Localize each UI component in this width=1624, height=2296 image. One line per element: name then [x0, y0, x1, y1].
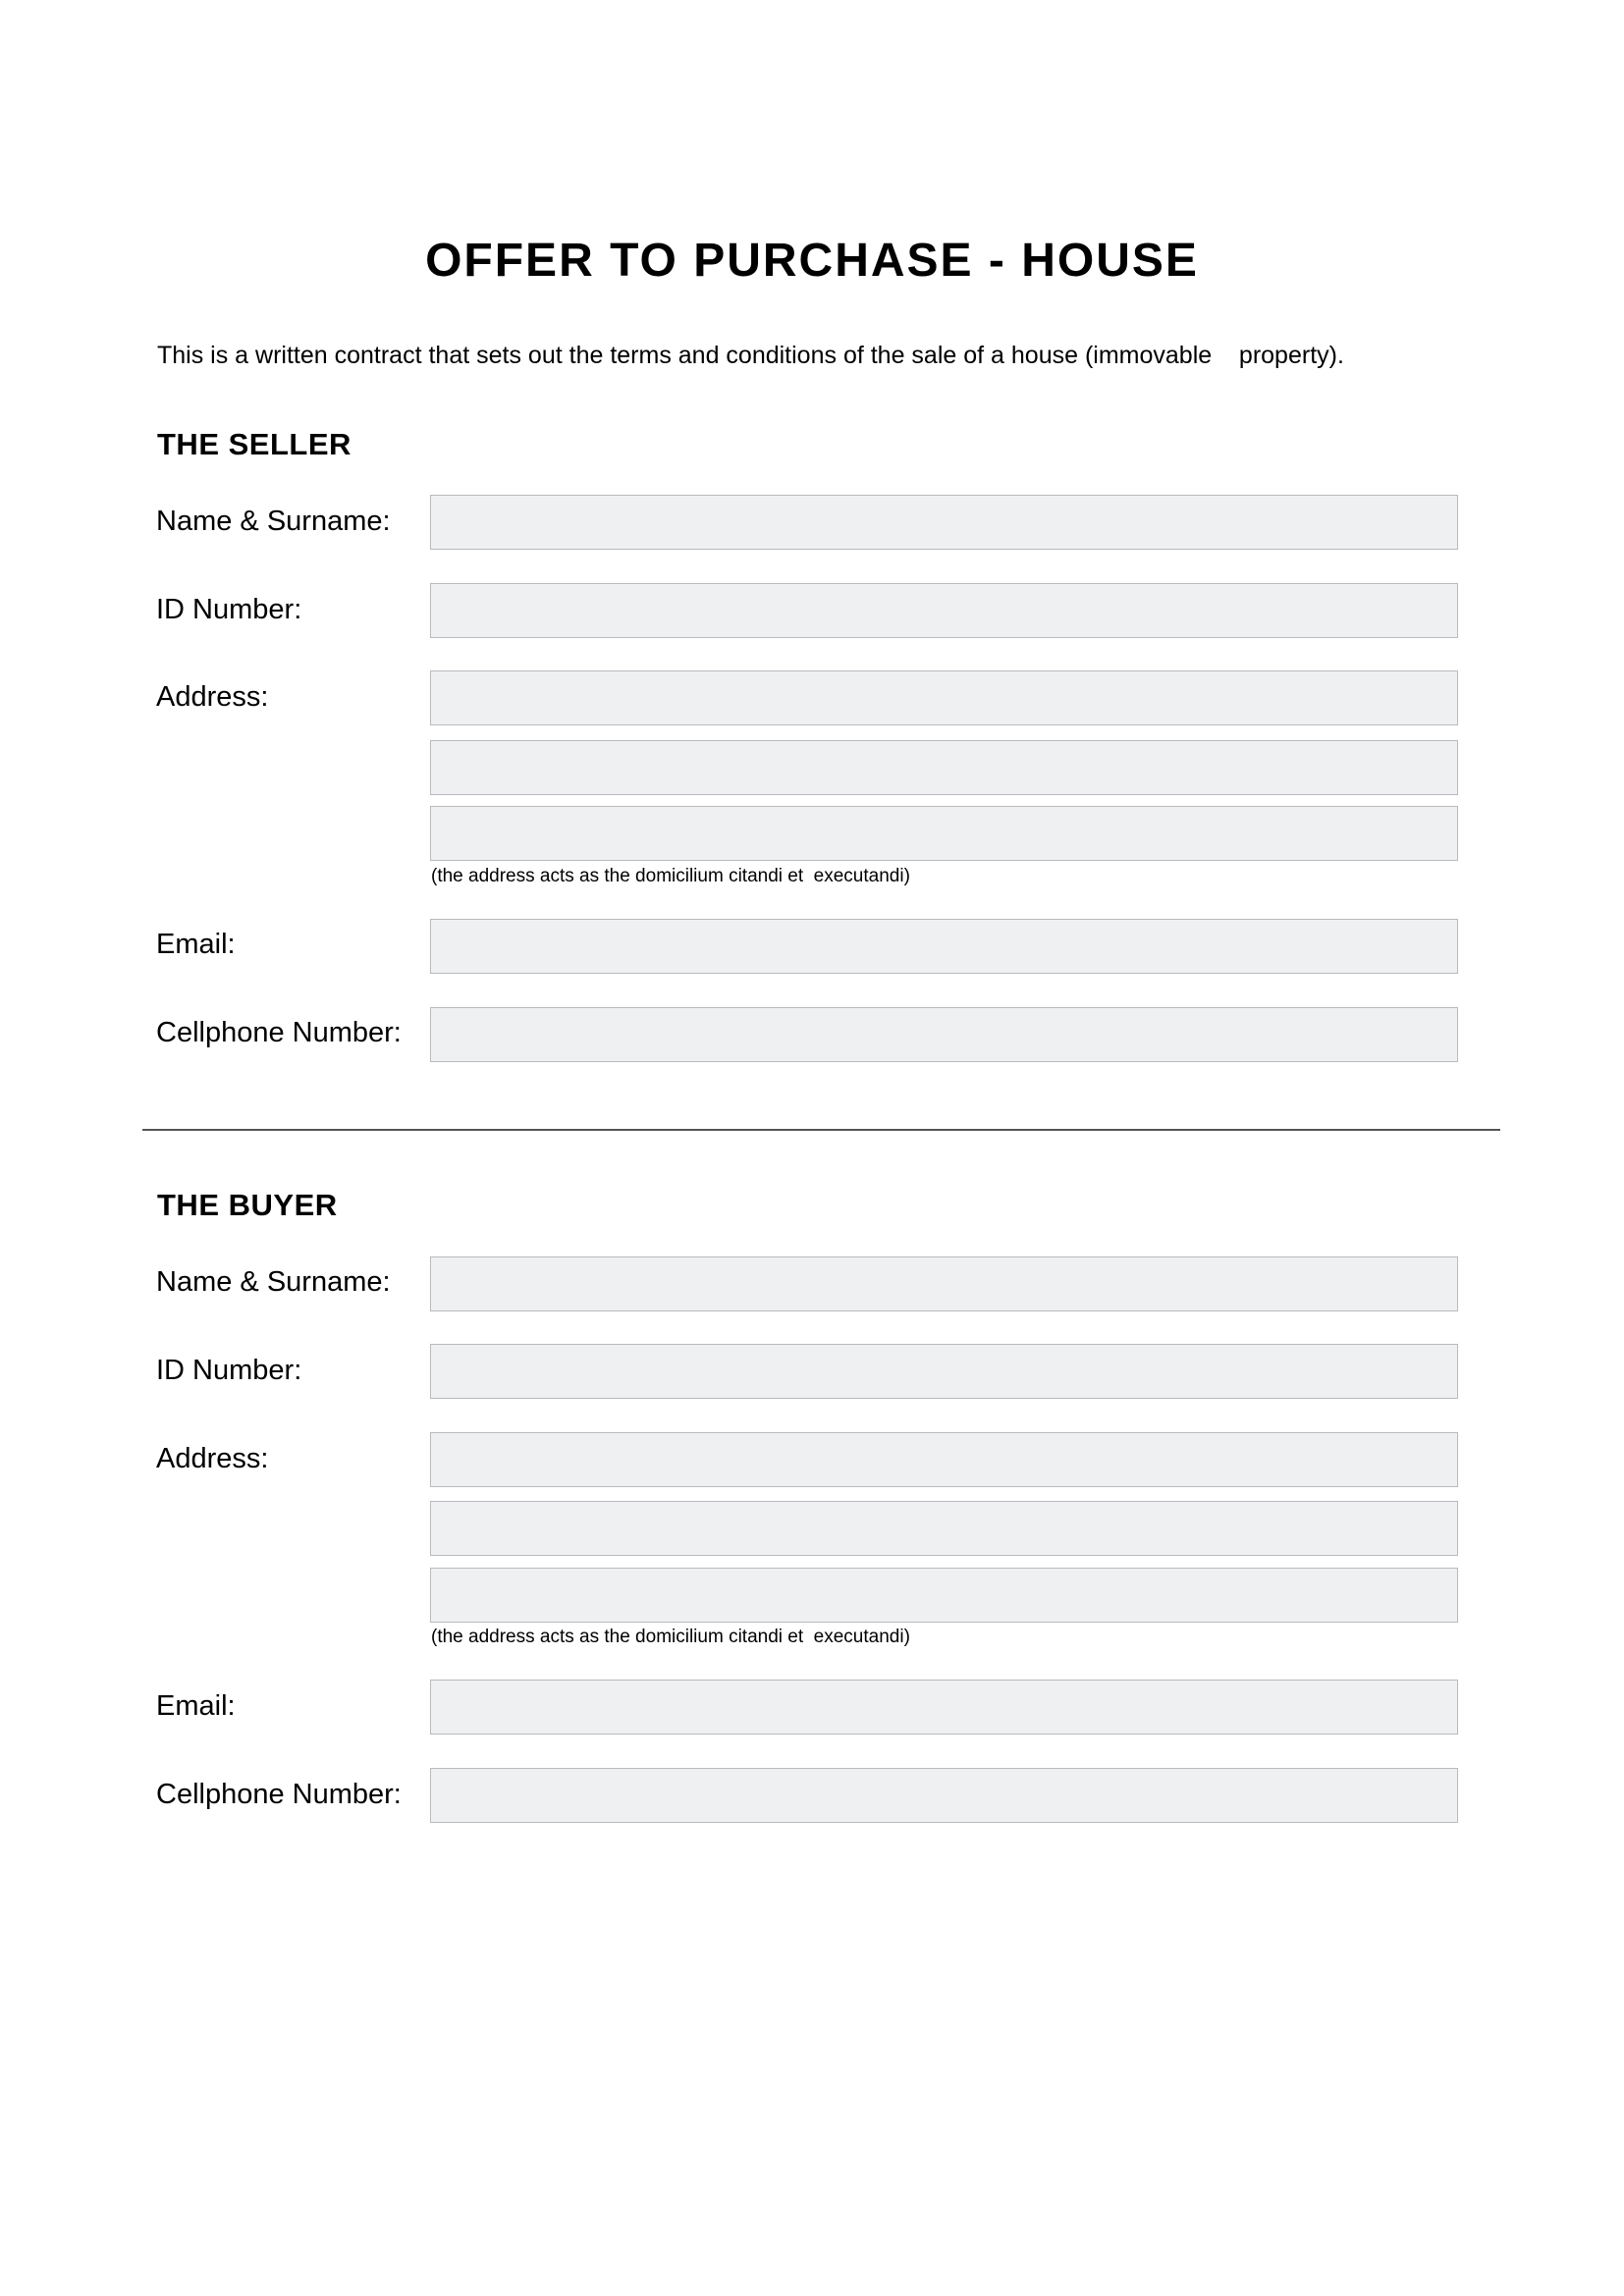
buyer-name-field[interactable]	[430, 1256, 1458, 1311]
buyer-address-note: (the address acts as the domicilium citandi et executandi)	[431, 1627, 910, 1647]
buyer-name-label: Name & Surname:	[156, 1266, 391, 1298]
seller-address-line1-field[interactable]	[430, 670, 1458, 725]
seller-address-line2-field[interactable]	[430, 740, 1458, 795]
seller-address-label: Address:	[156, 681, 269, 713]
seller-address-note: (the address acts as the domicilium citandi et executandi)	[431, 866, 910, 886]
seller-id-field[interactable]	[430, 583, 1458, 638]
buyer-cellphone-field[interactable]	[430, 1768, 1458, 1823]
seller-name-label: Name & Surname:	[156, 506, 391, 537]
document-title: OFFER TO PURCHASE - HOUSE	[425, 235, 1199, 287]
seller-email-label: Email:	[156, 929, 236, 960]
buyer-heading: THE BUYER	[157, 1188, 338, 1222]
buyer-email-field[interactable]	[430, 1680, 1458, 1735]
buyer-email-label: Email:	[156, 1690, 236, 1722]
buyer-cellphone-label: Cellphone Number:	[156, 1779, 402, 1810]
seller-heading: THE SELLER	[157, 427, 352, 461]
seller-email-field[interactable]	[430, 919, 1458, 974]
seller-address-line3-field[interactable]	[430, 806, 1458, 861]
buyer-id-label: ID Number:	[156, 1355, 302, 1386]
buyer-address-label: Address:	[156, 1443, 269, 1474]
seller-name-field[interactable]	[430, 495, 1458, 550]
intro-text: This is a written contract that sets out the terms and conditions of the sale of a house (immovable property).	[157, 342, 1344, 369]
buyer-address-line3-field[interactable]	[430, 1568, 1458, 1623]
buyer-address-line1-field[interactable]	[430, 1432, 1458, 1487]
seller-cellphone-label: Cellphone Number:	[156, 1017, 402, 1048]
buyer-address-line2-field[interactable]	[430, 1501, 1458, 1556]
buyer-id-field[interactable]	[430, 1344, 1458, 1399]
section-divider	[142, 1129, 1500, 1131]
seller-id-label: ID Number:	[156, 594, 302, 625]
seller-cellphone-field[interactable]	[430, 1007, 1458, 1062]
